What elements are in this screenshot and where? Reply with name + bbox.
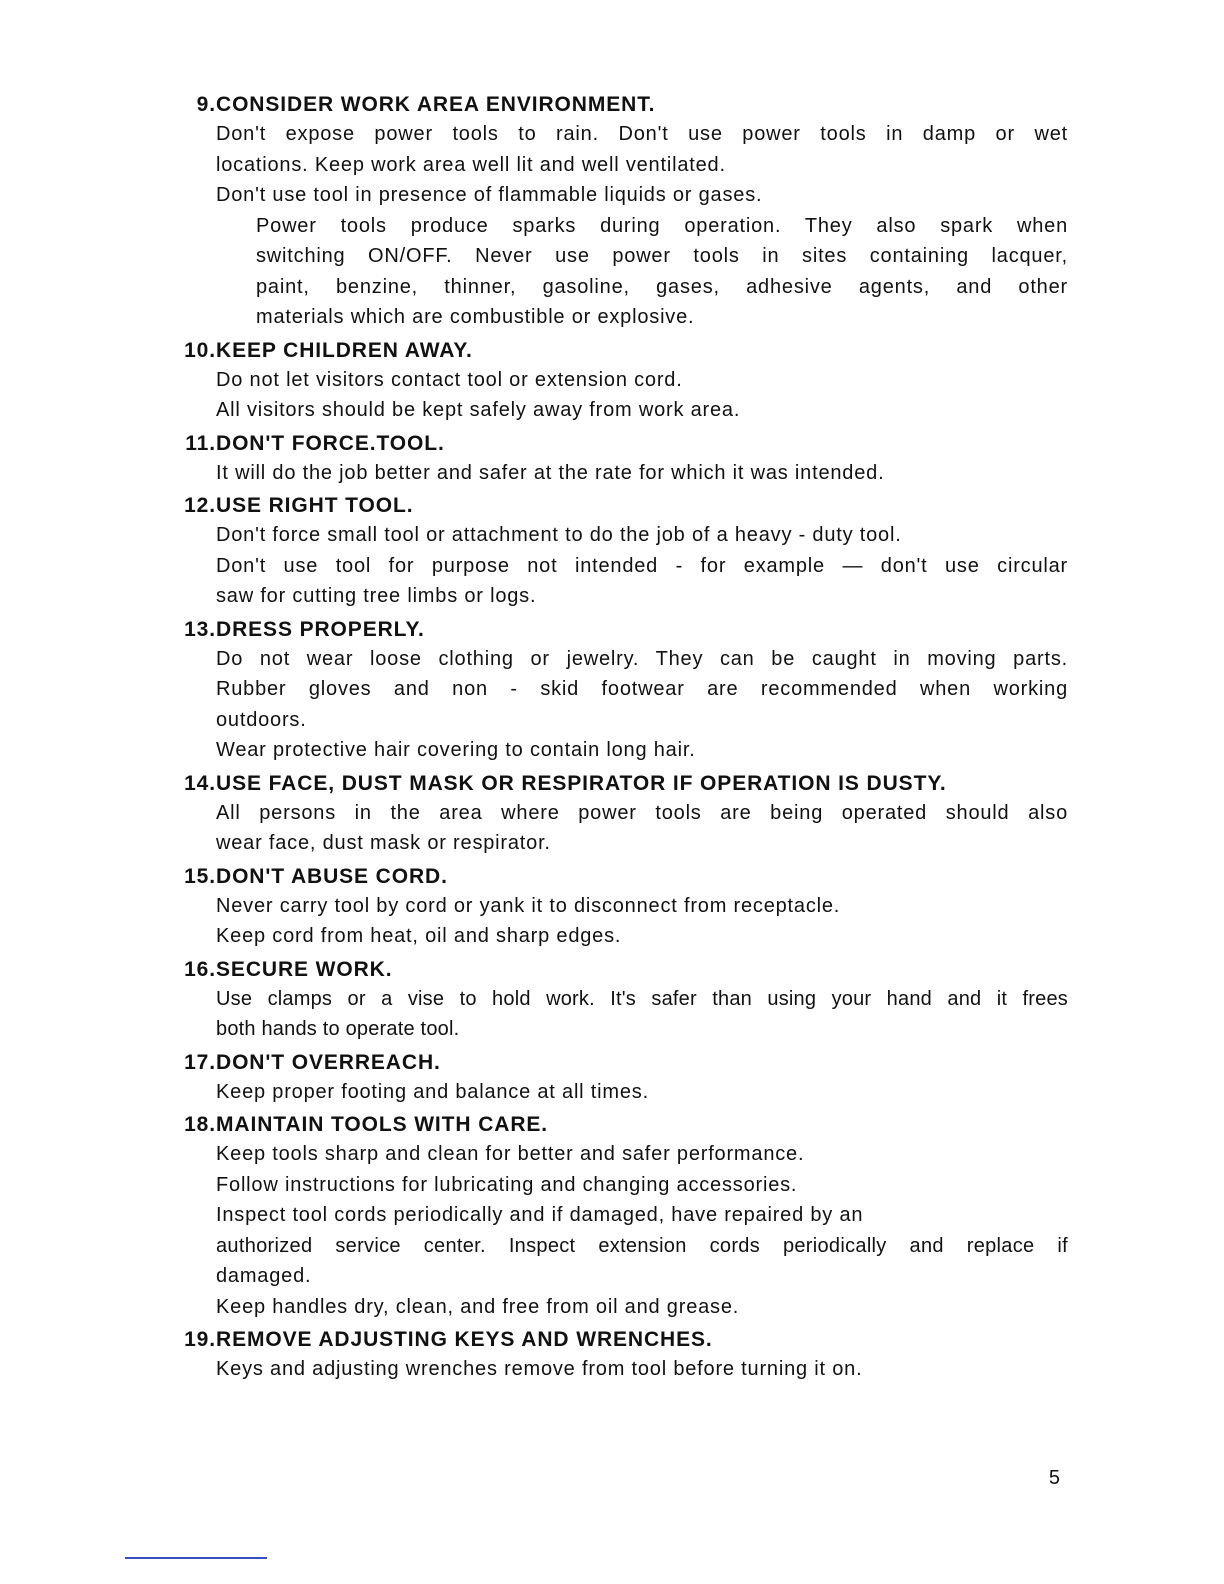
rule-text-line: both hands to operate tool. [216,1018,460,1040]
rule-heading [168,770,1068,798]
rule-heading [168,430,1068,458]
rule-number: 12. [184,494,216,517]
rule-item-17 [168,1049,1068,1108]
rule-item-14 [168,770,1068,859]
rule-number: 9. [196,93,216,116]
rule-text-line: Don't use tool for purpose not intended - for example — don't use circular [216,554,1068,577]
rule-title: DON'T ABUSE CORD. [216,864,448,888]
rule-title: DON'T OVERREACH. [216,1050,441,1074]
rule-text-line: Keep proper footing and balance at all times. [216,1080,649,1103]
rule-text-line: Rubber gloves and non - skid footwear are recommended when working [216,678,1068,700]
rule-item-12 [168,492,1068,612]
rule-body [216,1139,1068,1322]
rule-body [216,1077,1068,1108]
rule-item-19 [168,1326,1068,1385]
rule-heading [168,492,1068,520]
rule-text-line: All persons in the area where power tools are being operated should also [216,801,1068,824]
rule-text-line: saw for cutting tree limbs or logs. [216,585,537,607]
rule-text-line: Keys and adjusting wrenches remove from tool before turning it on. [216,1358,863,1380]
rule-text-line: Keep tools sharp and clean for better and safer performance. [216,1143,805,1165]
rule-body [216,520,1068,612]
rule-heading [168,91,1068,119]
rule-title: SECURE WORK. [216,957,393,981]
rule-number: 19. [184,1328,216,1351]
rule-sub-line: materials which are combustible or explosive. [256,306,695,328]
rule-text-line: It will do the job better and safer at the rate for which it was intended. [216,461,885,484]
rule-sub-line: Power tools produce sparks during operation. They also spark when [256,214,1068,237]
rule-text-line: Don't force small tool or attachment to do the job of a heavy - duty tool. [216,524,902,546]
rule-title: DRESS PROPERLY. [216,617,425,641]
page-number: 5 [1048,1467,1060,1489]
rule-item-16 [168,956,1068,1045]
rule-text-line: Do not let visitors contact tool or extension cord. [216,368,683,391]
rule-body [216,891,1068,952]
rule-body [216,1354,1068,1385]
rule-number: 10. [184,338,216,362]
rule-item-11 [168,430,1068,489]
rule-text-line: Wear protective hair covering to contain long hair. [216,739,696,761]
rule-text-line: Never carry tool by cord or yank it to disconnect from receptacle. [216,894,841,917]
rule-heading [168,956,1068,984]
rule-sub-line: switching ON/OFF. Never use power tools in sites containing lacquer, [256,245,1068,267]
rule-title: USE FACE, DUST MASK OR RESPIRATOR IF OPERATION IS DUSTY. [216,771,947,795]
rule-heading [168,337,1068,365]
rule-number: 14. [184,771,216,795]
safety-rules-list [168,91,1068,1389]
rule-text-line: Follow instructions for lubricating and changing accessories. [216,1173,798,1196]
rule-body [216,798,1068,859]
rule-heading [168,863,1068,891]
rule-heading [168,616,1068,644]
rule-body [216,984,1068,1045]
rule-title: MAINTAIN TOOLS WITH CARE. [216,1113,549,1136]
rule-text-line: locations. Keep work area well lit and well ventilated. [216,153,726,176]
rule-text-line: Inspect tool cords periodically and if damaged, have repaired by an [216,1204,864,1226]
rule-item-13 [168,616,1068,766]
rule-number: 13. [184,617,216,641]
rule-title: USE RIGHT TOOL. [216,494,414,517]
rule-heading [168,1049,1068,1077]
rule-item-18 [168,1111,1068,1322]
rule-sub-paragraph [256,211,1068,333]
rule-text-line: All visitors should be kept safely away from work area. [216,399,741,421]
rule-text-line: wear face, dust mask or respirator. [216,832,551,854]
rule-text-line: authorized service center. Inspect extension cords periodically and replace if [216,1234,1068,1257]
rule-text-line: Use clamps or a vise to hold work. It's safer than using your hand and it frees [216,987,1068,1010]
rule-title: KEEP CHILDREN AWAY. [216,338,473,362]
rule-sub-line: paint, benzine, thinner, gasoline, gases, adhesive agents, and other [256,275,1068,298]
rule-item-10 [168,337,1068,426]
rule-body [216,458,1068,489]
rule-item-15 [168,863,1068,952]
rule-text-line: Do not wear loose clothing or jewelry. They can be caught in moving parts. [216,647,1068,670]
rule-body [216,119,1068,333]
rule-text-line: damaged. [216,1265,312,1287]
rule-number: 18. [184,1113,216,1136]
rule-text-line: Don't use tool in presence of flammable liquids or gases. [216,184,763,206]
rule-number: 17. [184,1050,216,1074]
rule-text-line: Keep cord from heat, oil and sharp edges. [216,925,622,947]
rule-title: CONSIDER WORK AREA ENVIRONMENT. [216,93,656,116]
rule-number: 16. [184,957,216,981]
rule-text-line: Don't expose power tools to rain. Don't use power tools in damp or wet [216,123,1068,145]
rule-heading [168,1111,1068,1139]
rule-number: 15. [184,864,216,888]
rule-body [216,365,1068,426]
rule-text-line: Keep handles dry, clean, and free from oil and grease. [216,1295,740,1318]
rule-number: 11. [185,431,216,455]
rule-body [216,644,1068,766]
footer-rule [125,1557,267,1559]
rule-heading [168,1326,1068,1354]
rule-item-9 [168,91,1068,333]
rule-text-line: outdoors. [216,708,307,731]
rule-title: REMOVE ADJUSTING KEYS AND WRENCHES. [216,1328,713,1351]
rule-title: DON'T FORCE.TOOL. [216,431,445,455]
